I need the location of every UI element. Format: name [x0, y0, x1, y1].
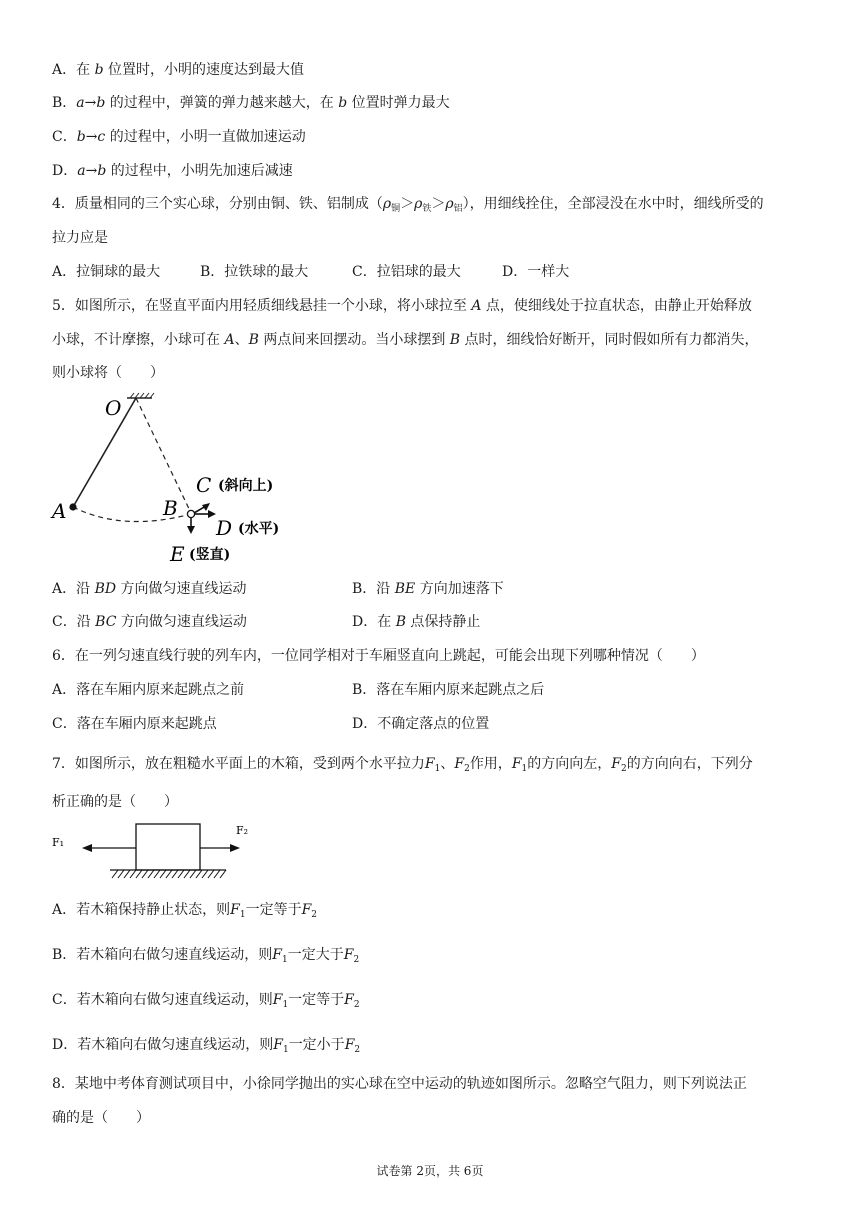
q5-options-row2 [52, 612, 814, 632]
q4-option-a: A．拉铜球的最大 [52, 264, 161, 280]
q5-option-a: A．沿 BD 方向做匀速直线运动 [52, 581, 247, 597]
label-b: B [163, 496, 178, 520]
q3-option-c: C．b→c 的过程中，小明一直做加速运动 [52, 129, 306, 145]
q7-option-d: D．若木箱向右做匀速直线运动，则$F_1$一定小于$F_2$ [52, 1037, 361, 1055]
q4-stem-line1: 4．质量相同的三个实心球，分别由铜、铁、铝制成$(\rho_铜>\rho_铁>\rho_铝)$，用细线拴住，全部浸没在水中时，细线所受的 [52, 196, 764, 214]
q4-options [52, 262, 814, 282]
q6-options-row1 [52, 680, 814, 700]
label-d: D [216, 516, 233, 540]
q6-stem: 6．在一列匀速直线行驶的列车内，一位同学相对于车厢竖直向上跳起，可能会出现下列哪种情况（ ） [52, 648, 705, 664]
ball-a [69, 503, 76, 510]
q5-option-c: C．沿 BC 方向做匀速直线运动 [52, 614, 247, 630]
q6-option-d: D．不确定落点的位置 [352, 716, 490, 732]
q7-option-b: B．若木箱向右做匀速直线运动，则$F_1$一定大于$F_2$ [52, 947, 360, 965]
q7-option-a: A．若木箱保持静止状态，则$F_1$一定等于$F_2$ [52, 902, 318, 920]
q5-options-row1 [52, 579, 814, 599]
q7-stem-line1: 7．如图所示，放在粗糙水平面上的木箱，受到两个水平拉力$F_1$、$F_2$作用，$F_1$的方向向左，$F_2$的方向向右，下列分 [52, 756, 753, 774]
q6-option-b: B．落在车厢内原来起跳点之后 [352, 682, 545, 698]
q6-option-c: C．落在车厢内原来起跳点 [52, 716, 217, 732]
q5-option-b: B．沿 BE 方向加速落下 [352, 581, 504, 597]
pendulum-figure [48, 392, 298, 570]
q5-stem-line2: 小球，不计摩擦，小球可在 A、B 两点间来回摆动。当小球摆到 B 点时，细线恰好断开，同时假如所有力都消失， [52, 332, 759, 348]
label-f1: F₁ [52, 836, 65, 849]
q4-option-c: C．拉铝球的最大 [352, 264, 461, 280]
q8-stem-line2: 确的是（ ） [52, 1110, 150, 1126]
arrow-f1-head [82, 844, 92, 852]
q6-option-a: A．落在车厢内原来起跳点之前 [52, 682, 245, 698]
label-c: C [196, 473, 212, 497]
label-f2: F₂ [236, 824, 249, 837]
q4-stem-line2: 拉力应是 [52, 230, 108, 246]
arrow-e-head [187, 526, 195, 534]
q3-option-a: A．在 b 位置时，小明的速度达到最大值 [52, 62, 304, 78]
q4-option-b: B．拉铁球的最大 [200, 264, 309, 280]
ground-hatch [112, 870, 226, 878]
q7-stem-line2: 析正确的是（ ） [52, 794, 178, 810]
label-c-note: (斜向上) [218, 478, 274, 494]
q8-stem-line1: 8．某地中考体育测试项目中，小徐同学抛出的实心球在空中运动的轨迹如图所示。忽略空气阻力，则下列说法正 [52, 1076, 747, 1092]
q7-option-c: C．若木箱向右做匀速直线运动，则$F_1$一定等于$F_2$ [52, 992, 360, 1010]
q3-option-b: B．a→b 的过程中，弹簧的弹力越来越大，在 b 位置时弹力最大 [52, 95, 450, 111]
q5-stem-line1: 5．如图所示，在竖直平面内用轻质细线悬挂一个小球，将小球拉至 A 点，使细线处于拉直状态，由静止开始释放 [52, 298, 752, 314]
arrow-f2-head [230, 844, 240, 852]
q5-option-d: D．在 B 点保持静止 [352, 614, 481, 630]
q6-options-row2 [52, 714, 814, 734]
label-a: A [52, 499, 67, 523]
q4-option-d: D．一样大 [502, 264, 570, 280]
page-footer: 试卷第 2页，共 6页 [376, 1164, 484, 1178]
q5-stem-line3: 则小球将（ ） [52, 365, 164, 381]
arrow-d-head [208, 510, 216, 518]
ball-b [187, 510, 194, 517]
label-d-note: (水平) [238, 521, 280, 537]
label-e-note: (竖直) [189, 547, 231, 563]
label-o: O [105, 396, 122, 420]
wooden-box [136, 824, 200, 870]
box-figure [50, 818, 250, 886]
q3-option-d: D．a→b 的过程中，小明先加速后减速 [52, 163, 293, 179]
label-e: E [170, 542, 185, 566]
